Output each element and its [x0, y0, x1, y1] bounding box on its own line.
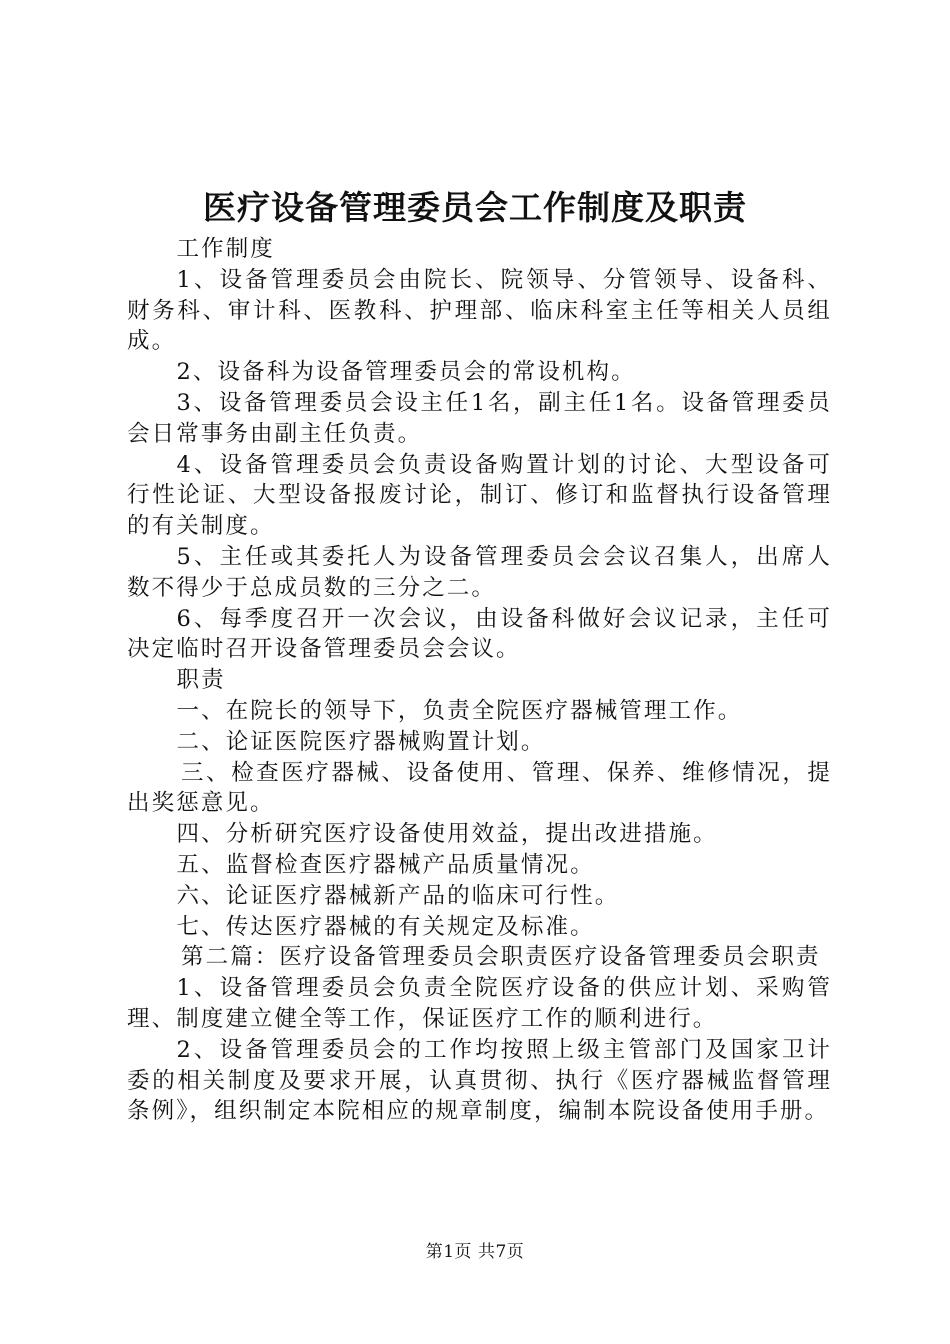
section-heading-duties: 职责: [176, 667, 226, 694]
paragraph: 2、设备科为设备管理委员会的常设机构。: [176, 359, 636, 386]
paragraph: 五、监督检查医疗器械产品质量情况。: [176, 851, 595, 878]
paragraph: 3、设备管理委员会设主任1名，副主任1名。设备管理委员会日常事务由副主任负责。: [127, 389, 832, 447]
paragraph: 二、论证医院医疗器械购置计划。: [176, 728, 546, 755]
section-heading-work-rules: 工作制度: [176, 236, 275, 262]
paragraph: 1、设备管理委员会负责全院医疗设备的供应计划、采购管理、制度建立健全等工作，保证医疗工作的顺利进行。: [127, 975, 832, 1032]
paragraph: 6、每季度召开一次会议，由设备科做好会议记录，主任可决定临时召开设备管理委员会会议。: [127, 605, 832, 663]
paragraph: 2、设备管理委员会的工作均按照上级主管部门及国家卫计委的相关制度及要求开展，认真贯彻、执行《医疗器械监督管理条例》，组织制定本院相应的规章制度，编制本院设备使用手册。: [127, 1036, 832, 1125]
paragraph: 5、主任或其委托人为设备管理委员会会议召集人，出席人数不得少于总成员数的三分之二。: [127, 543, 832, 601]
paragraph: 一、在院长的领导下，负责全院医疗器械管理工作。: [176, 697, 743, 724]
paragraph: 1、设备管理委员会由院长、院领导、分管领导、设备科、财务科、审计科、医教科、护理部、临床科室主任等相关人员组成。: [127, 266, 832, 355]
document-body: [127, 234, 832, 1127]
page-footer: 第1页 共7页: [425, 1242, 525, 1262]
paragraph: 七、传达医疗器械的有关规定及标准。: [176, 913, 595, 940]
paragraph: 4、设备管理委员会负责设备购置计划的讨论、大型设备可行性论证、大型设备报废讨论，制订、修订和监督执行设备管理的有关制度。: [127, 451, 832, 540]
page-title: 医疗设备管理委员会工作制度及职责: [203, 188, 747, 227]
paragraph: 三、检查医疗器械、设备使用、管理、保养、维修情况，提出奖惩意见。: [127, 759, 832, 817]
paragraph: 四、分析研究医疗设备使用效益，提出改进措施。: [176, 821, 718, 848]
paragraph: 六、论证医疗器械新产品的临床可行性。: [176, 882, 620, 909]
section-heading-part-two: 第二篇：医疗设备管理委员会职责医疗设备管理委员会职责: [181, 944, 821, 971]
